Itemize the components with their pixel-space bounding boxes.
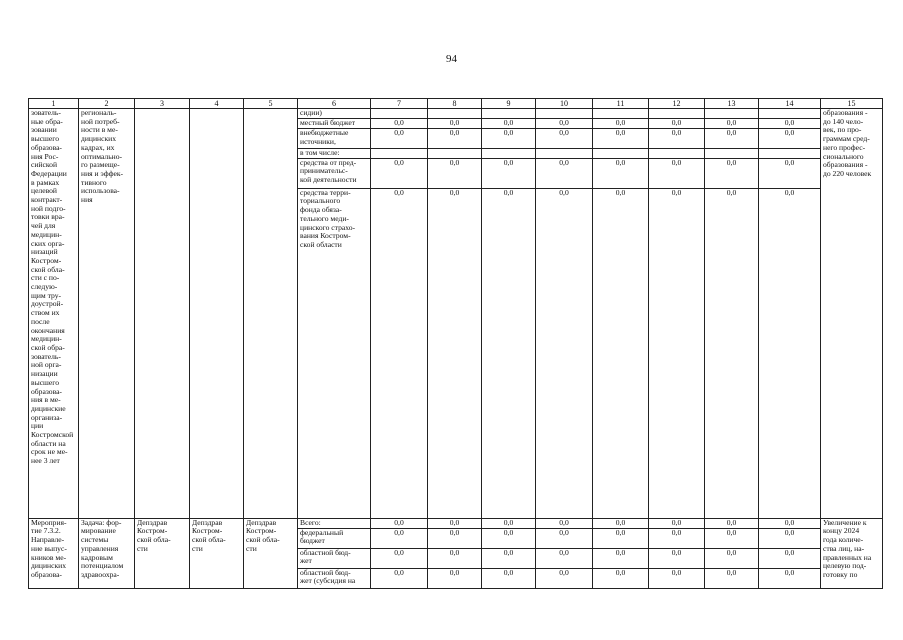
header-cell-7: 7 [371,99,428,109]
task-cell: региональ- ной потреб- ности в ме- дицинских кадрах, их оптимально- го размеще- ния и эффек- тивного использова- ния [79,109,135,519]
header-cell-5: 5 [244,99,298,109]
value-cell: 0,0 [593,158,649,188]
activity-name-cell: Мероприя- тие 7.3.2. Направле- ние выпус- кников ме- дицинских образова- [29,518,79,588]
value-cell: 0,0 [482,548,536,568]
value-cell: 0,0 [593,518,649,528]
value-cell [705,149,759,159]
value-cell: 0,0 [482,568,536,588]
value-cell: 0,0 [536,568,593,588]
value-cell: 0,0 [759,568,821,588]
value-cell: 0,0 [428,518,482,528]
value-cell: 0,0 [428,568,482,588]
value-cell [649,149,705,159]
funding-source-label: местный бюджет [298,119,371,129]
result-indicator-cell: Увеличение к концу 2024 года количе- ства лиц, на- правленных на целевую под- готовку по [821,518,883,588]
header-cell-3: 3 [135,99,190,109]
value-cell [482,149,536,159]
value-cell [428,109,482,119]
value-cell: 0,0 [593,129,649,149]
result-indicator-cell: образования - до 140 чело- век, по про- граммам сред- него профес- сионального образования - до 220 человек [821,109,883,519]
funding-source-label: средства терри- ториального фонда обяза- тельного меди- цинского страхо- вания Костром- ской области [298,188,371,518]
task-cell: Задача: фор- мирование системы управления кадровым потенциалом здравоохра- [79,518,135,588]
funding-source-label: внебюджетные источники, [298,129,371,149]
header-cell-14: 14 [759,99,821,109]
value-cell: 0,0 [371,548,428,568]
value-cell [536,149,593,159]
value-cell: 0,0 [536,119,593,129]
value-cell: 0,0 [371,119,428,129]
value-cell: 0,0 [759,129,821,149]
value-cell: 0,0 [593,548,649,568]
header-cell-6: 6 [298,99,371,109]
value-cell [759,149,821,159]
value-cell [759,109,821,119]
value-cell: 0,0 [536,158,593,188]
header-cell-12: 12 [649,99,705,109]
value-cell [482,109,536,119]
value-cell: 0,0 [482,129,536,149]
value-cell: 0,0 [536,129,593,149]
value-cell [371,109,428,119]
value-cell: 0,0 [649,129,705,149]
value-cell: 0,0 [482,158,536,188]
value-cell: 0,0 [482,528,536,548]
value-cell: 0,0 [428,158,482,188]
value-cell: 0,0 [428,188,482,518]
funding-source-label: федеральный бюджет [298,528,371,548]
value-cell: 0,0 [759,548,821,568]
value-cell: 0,0 [759,518,821,528]
header-row [29,99,883,109]
value-cell: 0,0 [371,518,428,528]
value-cell: 0,0 [593,528,649,548]
value-cell: 0,0 [759,188,821,518]
activity-name-cell: зователь- ные обра- зовании высшего образова- ния Рос- сийской Федерации в рамках целевой контракт- ной подго- товки вра- чей для медицин- ских орга- низаций Костром- ской обла- сти с по- следую- щим тру- доустрой- ством их после окончания медицин- ской обра- зователь- ной орга- низации высшего образова- ния в ме- дицинские организа- ции Костромской области на срок не ме- нее 3 лет [29,109,79,519]
header-cell-4: 4 [190,99,244,109]
value-cell [649,109,705,119]
value-cell: 0,0 [649,119,705,129]
value-cell: 0,0 [649,518,705,528]
value-cell: 0,0 [482,188,536,518]
value-cell: 0,0 [649,158,705,188]
value-cell: 0,0 [371,568,428,588]
program-table [28,98,883,589]
value-cell: 0,0 [649,548,705,568]
value-cell: 0,0 [705,528,759,548]
value-cell: 0,0 [649,188,705,518]
value-cell: 0,0 [649,528,705,548]
header-cell-2: 2 [79,99,135,109]
table-row [29,109,883,119]
value-cell: 0,0 [536,518,593,528]
value-cell: 0,0 [649,568,705,588]
value-cell: 0,0 [536,188,593,518]
value-cell: 0,0 [593,568,649,588]
value-cell: 0,0 [428,119,482,129]
page-number: 94 [446,53,457,65]
funding-source-label: в том числе: [298,149,371,159]
funding-source-label: областной бюд- жет [298,548,371,568]
value-cell: 0,0 [371,528,428,548]
header-cell-1: 1 [29,99,79,109]
value-cell: 0,0 [593,119,649,129]
responsible-cell: Депздрав Костром- ской обла- сти [190,518,244,588]
value-cell: 0,0 [759,119,821,129]
value-cell: 0,0 [428,528,482,548]
value-cell: 0,0 [536,548,593,568]
funding-source-label: средства от пред- принимательс- кой деятельности [298,158,371,188]
value-cell: 0,0 [759,528,821,548]
value-cell: 0,0 [705,518,759,528]
value-cell: 0,0 [482,119,536,129]
value-cell: 0,0 [759,158,821,188]
header-cell-11: 11 [593,99,649,109]
value-cell [705,109,759,119]
header-cell-10: 10 [536,99,593,109]
value-cell: 0,0 [428,548,482,568]
responsible-cell-4 [190,109,244,519]
value-cell [371,149,428,159]
value-cell: 0,0 [705,568,759,588]
table-row [29,518,883,528]
funding-source-label: областной бюд- жет (субсидия на [298,568,371,588]
header-cell-15: 15 [821,99,883,109]
funding-source-label: сидии) [298,109,371,119]
funding-source-label: Всего: [298,518,371,528]
value-cell: 0,0 [705,119,759,129]
responsible-cell: Депздрав Костром- ской обла- сти [135,518,190,588]
value-cell: 0,0 [482,518,536,528]
value-cell [593,149,649,159]
value-cell [536,109,593,119]
value-cell: 0,0 [428,129,482,149]
value-cell: 0,0 [705,158,759,188]
responsible-cell: Депздрав Костром- ской обла- сти [244,518,298,588]
responsible-cell-5 [244,109,298,519]
value-cell: 0,0 [371,158,428,188]
value-cell: 0,0 [705,129,759,149]
responsible-cell-3 [135,109,190,519]
value-cell [593,109,649,119]
value-cell: 0,0 [705,548,759,568]
value-cell: 0,0 [371,188,428,518]
value-cell: 0,0 [536,528,593,548]
header-cell-13: 13 [705,99,759,109]
value-cell: 0,0 [705,188,759,518]
value-cell [428,149,482,159]
value-cell: 0,0 [593,188,649,518]
value-cell: 0,0 [371,129,428,149]
header-cell-9: 9 [482,99,536,109]
header-cell-8: 8 [428,99,482,109]
